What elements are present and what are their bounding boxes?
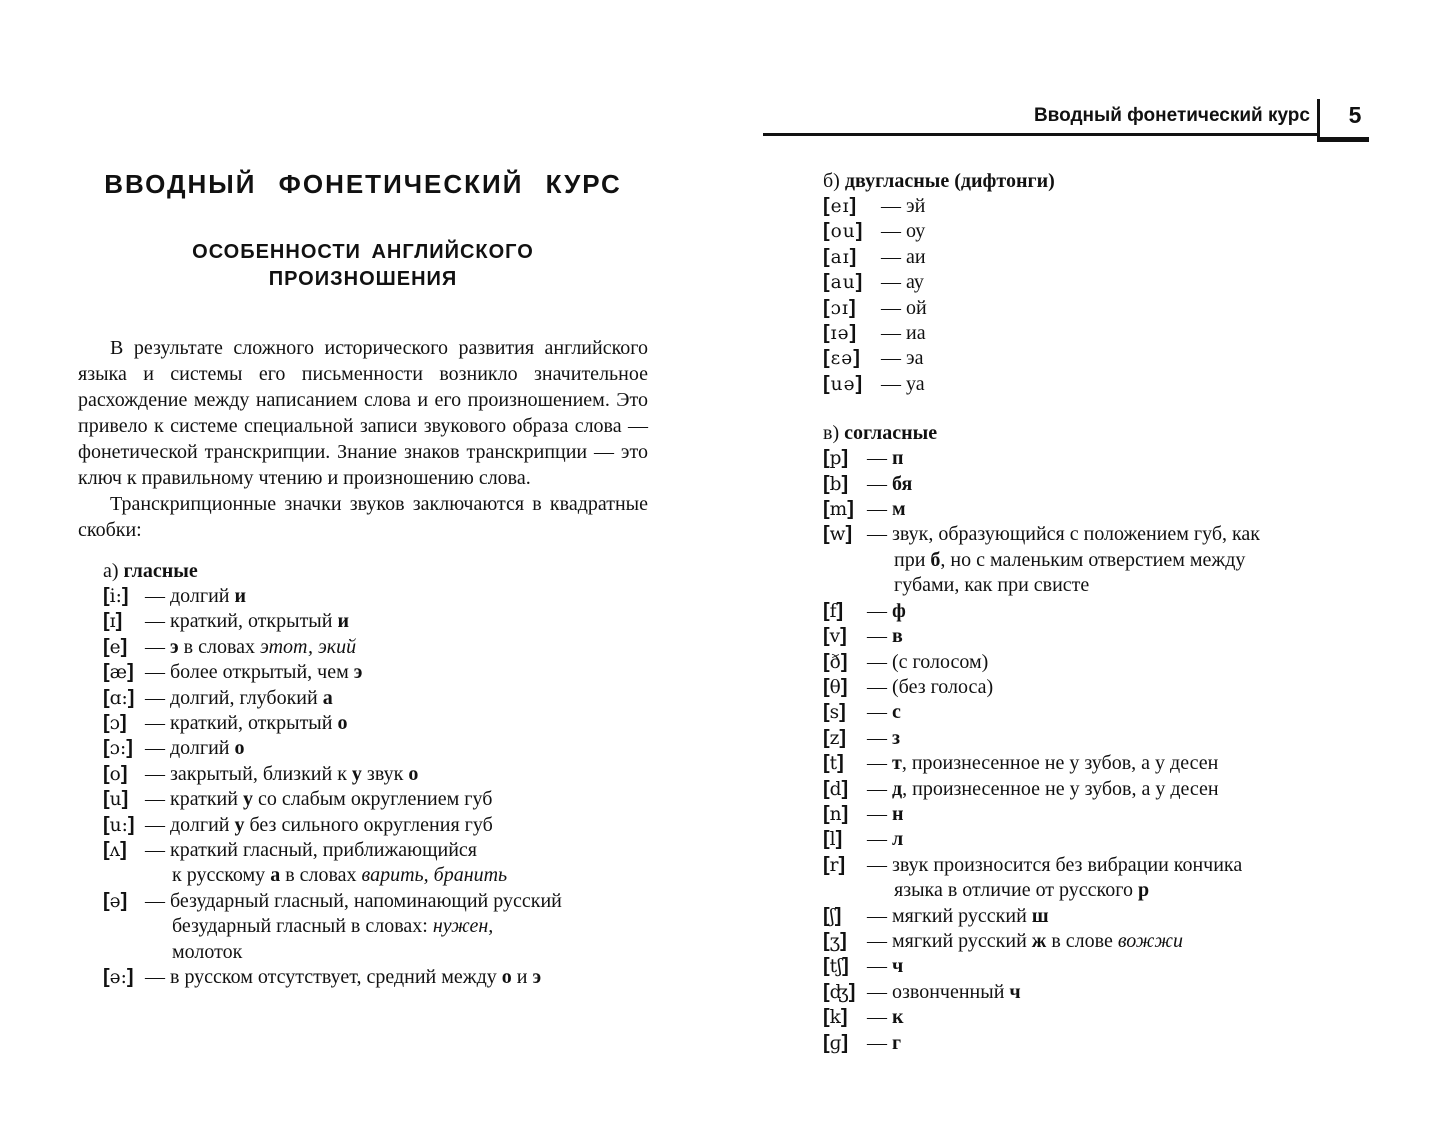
phoneme-row [823, 751, 1389, 776]
phoneme-symbol: [l] [823, 828, 843, 851]
phoneme-row [823, 372, 1389, 397]
page-number-divider [1317, 99, 1320, 140]
phoneme-description-line: — л [867, 828, 904, 851]
phoneme-description-line: — ой [881, 296, 927, 319]
phoneme-row [823, 675, 1389, 700]
phoneme-row [103, 965, 648, 990]
phoneme-description-line: — оу [881, 220, 926, 243]
phoneme-description-continuation: языка в отличие от русского р [894, 879, 1150, 902]
phoneme-description-continuation: к русскому а в словах варить, бранить [172, 864, 508, 887]
phoneme-description-line: — краткий, открытый и [145, 610, 349, 633]
phoneme-symbol: [o] [103, 762, 128, 785]
phoneme-description [867, 751, 1389, 776]
page-number: 5 [1348, 102, 1362, 128]
vowel-list [103, 584, 648, 991]
phoneme-description [145, 584, 648, 609]
phoneme-description-line: — ау [881, 271, 924, 294]
phoneme-symbol: [ə] [103, 889, 128, 912]
phoneme-row [823, 446, 1389, 471]
phoneme-symbol: [d] [823, 777, 849, 800]
section-b-label: б) [823, 170, 840, 192]
phoneme-description [881, 270, 1389, 295]
phoneme-description-line: — (с голосом) [867, 650, 989, 673]
phoneme-row [103, 711, 648, 736]
phoneme-symbol: [ou] [823, 220, 864, 243]
phoneme-symbol: [r] [823, 853, 846, 876]
phoneme-description [867, 726, 1389, 751]
phoneme-row [823, 700, 1389, 725]
phoneme-description-line: — долгий и [145, 585, 247, 607]
phoneme-description-line: — звук, образующийся с положением губ, как [867, 523, 1261, 546]
phoneme-row [823, 497, 1389, 522]
phoneme-description [867, 650, 1389, 675]
phoneme-description-line: — т, произнесенное не у зубов, а у десен [867, 752, 1219, 775]
phoneme-description-line: — в русском отсутствует, средний между о и э [145, 966, 542, 989]
phoneme-description-line: — закрытый, близкий к у звук о [145, 762, 419, 785]
phoneme-row [823, 194, 1389, 219]
phoneme-row [103, 813, 648, 838]
phoneme-symbol: [aɪ] [823, 245, 858, 268]
phoneme-symbol: [z] [823, 726, 847, 749]
running-head-title: Вводный фонетический курс [1033, 105, 1310, 126]
phoneme-description-line: — долгий, глубокий а [145, 686, 333, 709]
phoneme-description-line: — более открытый, чем э [145, 661, 363, 684]
phoneme-row [103, 838, 648, 889]
phoneme-description-line: — эа [881, 347, 924, 370]
phoneme-row [823, 827, 1389, 852]
phoneme-symbol: [i:] [103, 585, 129, 607]
phoneme-description [867, 497, 1389, 522]
phoneme-description [145, 762, 648, 787]
phoneme-symbol: [ʤ] [823, 980, 856, 1003]
phoneme-description [867, 472, 1389, 497]
phoneme-description [867, 675, 1389, 700]
phoneme-description-line: — с [867, 701, 901, 724]
phoneme-row [823, 853, 1389, 904]
phoneme-row [823, 245, 1389, 270]
phoneme-description [145, 686, 648, 711]
phoneme-description-line: — м [867, 498, 906, 521]
phoneme-row [103, 584, 648, 609]
section-b-heading [823, 168, 1389, 194]
phoneme-row [823, 624, 1389, 649]
phoneme-row [103, 686, 648, 711]
phoneme-description [867, 904, 1389, 929]
phoneme-row [103, 609, 648, 634]
phoneme-description [881, 219, 1389, 244]
phoneme-description [145, 635, 648, 660]
phoneme-symbol: [ɑ:] [103, 686, 135, 709]
phoneme-row [823, 726, 1389, 751]
phoneme-symbol: [ɔ] [103, 712, 127, 735]
phoneme-description [867, 1005, 1389, 1030]
phoneme-symbol: [w] [823, 523, 853, 546]
phoneme-description-line: — долгий о [145, 737, 245, 760]
phoneme-description [867, 624, 1389, 649]
phoneme-symbol: [t] [823, 752, 844, 775]
section-c-title: согласные [844, 422, 938, 445]
phoneme-symbol: [s] [823, 701, 846, 724]
section-a-title: гласные [123, 560, 198, 582]
phoneme-description [867, 929, 1389, 954]
phoneme-row [103, 635, 648, 660]
phoneme-symbol: [ɪə] [823, 322, 858, 345]
phoneme-symbol: [u] [103, 788, 129, 811]
phoneme-symbol: [ɛə] [823, 347, 861, 370]
section-a-label: а) [103, 560, 119, 582]
page-number-underline [1317, 137, 1369, 142]
subtitle-line-2: ПРОИЗНОШЕНИЯ [268, 268, 458, 290]
phoneme-description [145, 660, 648, 685]
phoneme-description [145, 787, 648, 812]
phoneme-symbol: [e] [103, 635, 128, 658]
phoneme-symbol: [uə] [823, 372, 864, 395]
phoneme-symbol: [ɡ] [823, 1031, 849, 1054]
phoneme-row [823, 1005, 1389, 1030]
phoneme-row [103, 889, 648, 965]
phoneme-symbol: [ɔɪ] [823, 296, 857, 319]
phoneme-row [103, 736, 648, 761]
phoneme-symbol: [b] [823, 472, 849, 495]
phoneme-description [867, 827, 1389, 852]
diphthong-list [823, 194, 1389, 397]
phoneme-description-continuation: при б, но с маленьким отверстием между [894, 548, 1246, 571]
phoneme-symbol: [ɔ:] [103, 737, 133, 760]
phoneme-symbol: [n] [823, 802, 849, 825]
phoneme-row [823, 980, 1389, 1005]
phoneme-description [881, 245, 1389, 270]
section-b-title: двугласные (дифтонги) [844, 170, 1055, 192]
phoneme-description-line: — звук произносится без вибрации кончика [867, 853, 1243, 876]
phoneme-row [823, 904, 1389, 929]
phoneme-row [823, 954, 1389, 979]
phoneme-description-line: — н [867, 802, 904, 825]
phoneme-description-line: — п [867, 447, 904, 470]
phoneme-description-line: — безударный гласный, напоминающий русский [145, 889, 562, 912]
phoneme-symbol: [ʌ] [103, 839, 127, 862]
phoneme-symbol: [tʃ] [823, 955, 849, 978]
subtitle-line-1: ОСОБЕННОСТИ АНГЛИЙСКОГО [192, 241, 534, 263]
phoneme-description [145, 736, 648, 761]
phoneme-description-line: — озвонченный ч [867, 980, 1021, 1003]
phoneme-description-continuation: молоток [172, 940, 243, 963]
phoneme-description [145, 813, 648, 838]
section-c-label: в) [823, 422, 840, 445]
phoneme-row [823, 346, 1389, 371]
phoneme-description [145, 965, 648, 990]
phoneme-row [823, 270, 1389, 295]
intro-paragraph: В результате сложного исторического развития английского языка и системы его письменности возникло значительное расхождение между написанием слова и его произношением. Это привело к системе специальной записи звукового образа слова — фонетической транскрипции. Знание знаков транскрипции — это ключ к правильному чтению и произношению слова. [78, 337, 648, 489]
phoneme-row [103, 762, 648, 787]
phoneme-row [823, 650, 1389, 675]
phoneme-description-line: — аи [881, 245, 926, 268]
phoneme-description-continuation: губами, как при свисте [894, 574, 1090, 597]
phoneme-description [867, 522, 1389, 598]
phoneme-row [823, 1031, 1389, 1056]
phoneme-description-line: — эй [881, 195, 926, 217]
section-gap [823, 397, 1389, 420]
phoneme-description [867, 599, 1389, 624]
phoneme-description [867, 446, 1389, 471]
phoneme-description-line: — мягкий русский ж в слове вожжи [867, 929, 1183, 952]
phoneme-description [881, 372, 1389, 397]
section-c-heading [823, 420, 1389, 446]
section-subtitle [78, 239, 648, 293]
phoneme-description-line: — г [867, 1031, 902, 1054]
phoneme-description-line: — краткий гласный, приближающийся [145, 839, 477, 862]
phoneme-description [881, 194, 1389, 219]
phoneme-description [881, 346, 1389, 371]
phoneme-symbol: [au] [823, 271, 864, 294]
phoneme-description-line: — уа [881, 372, 925, 395]
section-a-heading [103, 558, 648, 584]
consonant-list [823, 446, 1389, 1056]
phoneme-description [867, 777, 1389, 802]
phoneme-row [823, 321, 1389, 346]
phoneme-description-line: — краткий, открытый о [145, 712, 348, 735]
phoneme-description-line: — долгий у без сильного округления губ [145, 813, 493, 836]
phoneme-symbol: [ð] [823, 650, 848, 673]
phoneme-description-line: — з [867, 726, 901, 749]
phoneme-symbol: [ʃ] [823, 904, 842, 927]
left-column [78, 162, 648, 991]
phoneme-symbol: [f] [823, 599, 844, 622]
running-head-rule [763, 133, 1318, 136]
brackets-paragraph: Транскрипционные значки звуков заключаются в квадратные скобки: [78, 493, 648, 541]
phoneme-description-line: — д, произнесенное не у зубов, а у десен [867, 777, 1219, 800]
phoneme-description [867, 802, 1389, 827]
phoneme-description [145, 609, 648, 634]
phoneme-description [867, 1031, 1389, 1056]
phoneme-row [823, 472, 1389, 497]
phoneme-symbol: [m] [823, 498, 854, 521]
phoneme-description-line: — к [867, 1006, 904, 1029]
phoneme-symbol: [u:] [103, 813, 135, 836]
phoneme-description-line: — (без голоса) [867, 675, 994, 698]
phoneme-description [867, 980, 1389, 1005]
phoneme-symbol: [ɪ] [103, 610, 123, 633]
phoneme-description-line: — ф [867, 599, 906, 622]
phoneme-symbol: [ə:] [103, 966, 134, 989]
phoneme-row [823, 599, 1389, 624]
phoneme-description-line: — э в словах этот, экий [145, 635, 357, 658]
phoneme-symbol: [k] [823, 1006, 848, 1029]
chapter-title: ВВОДНЫЙ ФОНЕТИЧЕСКИЙ КУРС [104, 169, 622, 199]
phoneme-description-line: — ч [867, 955, 904, 978]
phoneme-row [823, 929, 1389, 954]
phoneme-symbol: [p] [823, 447, 849, 470]
phoneme-description [145, 711, 648, 736]
phoneme-row [823, 522, 1389, 598]
phoneme-description [881, 296, 1389, 321]
phoneme-symbol: [æ] [103, 661, 134, 684]
phoneme-symbol: [θ] [823, 675, 848, 698]
phoneme-description [867, 853, 1389, 904]
phoneme-row [823, 802, 1389, 827]
phoneme-row [823, 296, 1389, 321]
phoneme-description-line: — иа [881, 322, 926, 345]
phoneme-description [145, 838, 648, 889]
right-column [823, 168, 1389, 1056]
phoneme-description-continuation: безударный гласный в словах: нужен, [172, 915, 494, 938]
phoneme-description-line: — мягкий русский ш [867, 904, 1049, 927]
phoneme-symbol: [v] [823, 625, 847, 648]
phoneme-row [103, 787, 648, 812]
phoneme-description [867, 700, 1389, 725]
phoneme-row [823, 777, 1389, 802]
phoneme-symbol: [ʒ] [823, 929, 847, 952]
phoneme-description-line: — краткий у со слабым округлением губ [145, 788, 493, 811]
phoneme-description-line: — в [867, 625, 903, 648]
phoneme-description [867, 954, 1389, 979]
phoneme-row [103, 660, 648, 685]
phoneme-description-line: — бя [867, 472, 913, 495]
phoneme-row [823, 219, 1389, 244]
phoneme-symbol: [eɪ] [823, 195, 858, 217]
phoneme-description [145, 889, 648, 965]
phoneme-description [881, 321, 1389, 346]
